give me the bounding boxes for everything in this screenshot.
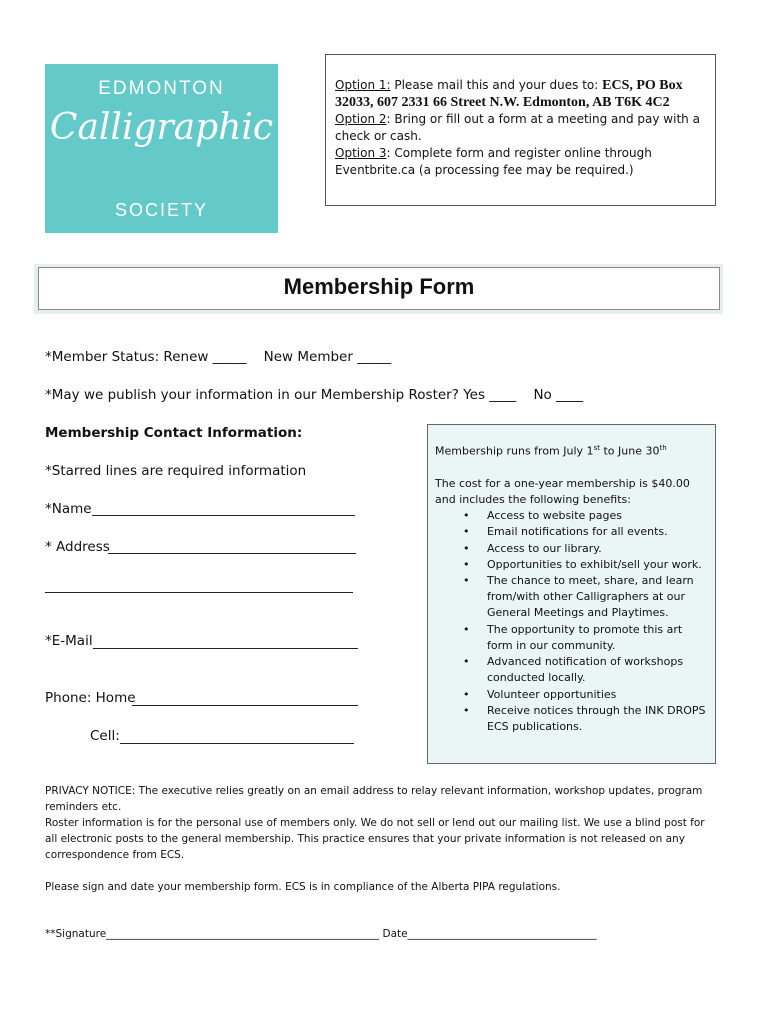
- benefit-item: • Receive notices through the INK DROPS ECS publications.: [487, 703, 707, 735]
- publish-row: [45, 387, 583, 403]
- address-row: [45, 539, 110, 555]
- address-label: * Address: [45, 539, 110, 555]
- name-label: *Name: [45, 501, 92, 517]
- publish-no-blank[interactable]: ____: [556, 387, 584, 403]
- option-1-label: Option 1:: [335, 78, 391, 92]
- address-field-line-1[interactable]: [108, 553, 356, 554]
- member-status-label: *Member Status: Renew: [45, 349, 209, 365]
- membership-period: [435, 440, 707, 460]
- renew-blank[interactable]: _____: [212, 349, 247, 365]
- option-3: [335, 145, 705, 179]
- logo-line-calligraphic: Calligraphic: [49, 107, 274, 148]
- phone-home-label: Phone: Home: [45, 690, 136, 706]
- address-field-line-2[interactable]: [45, 592, 353, 593]
- privacy-paragraph-3: Please sign and date your membership form. ECS is in compliance of the Alberta PIPA regulations.: [45, 881, 561, 893]
- option-3-text: : Complete form and register online through Eventbrite.ca (a processing fee may be required.): [335, 146, 652, 177]
- publish-no-label: No: [533, 387, 552, 403]
- publish-yes-blank[interactable]: ____: [489, 387, 517, 403]
- cell-label: Cell:: [90, 728, 120, 744]
- privacy-paragraph-2: Roster information is for the personal use of members only. We do not sell or lend out our mailing list. We use a blind post for all electronic posts to the general membership. This practice ensures that your private information is not released on any correspondence from ECS.: [45, 817, 705, 861]
- benefits-box: [427, 424, 716, 764]
- email-field[interactable]: [93, 648, 358, 649]
- date-label: Date: [382, 928, 408, 940]
- benefit-item: • Opportunities to exhibit/sell your work.: [487, 557, 707, 573]
- name-field[interactable]: [92, 515, 355, 516]
- publish-yes-label: Yes: [463, 387, 485, 403]
- phone-home-field[interactable]: [132, 705, 358, 706]
- benefit-item: • Advanced notification of workshops conducted locally.: [487, 654, 707, 686]
- benefit-item: • Email notifications for all events.: [487, 524, 707, 540]
- option-1-address-a: ECS, PO Box: [602, 78, 683, 93]
- publish-question: *May we publish your information in our Membership Roster?: [45, 387, 459, 403]
- privacy-paragraph-1: PRIVACY NOTICE: The executive relies greatly on an email address to relay relevant information, workshop updates, program reminders etc.: [45, 785, 703, 813]
- benefit-item: • The chance to meet, share, and learn from/with other Calligraphers at our General Meetings and Playtimes.: [487, 573, 707, 622]
- new-member-label: New Member: [263, 349, 353, 365]
- contact-heading: Membership Contact Information:: [45, 425, 303, 441]
- benefit-item: • Access to website pages: [487, 508, 707, 524]
- option-1-text: Please mail this and your dues to:: [390, 78, 603, 92]
- payment-options-box: [325, 54, 716, 206]
- option-2: [335, 111, 705, 145]
- membership-cost: The cost for a one-year membership is $40.00 and includes the following benefits:: [435, 476, 690, 507]
- date-field[interactable]: ____________________________________: [407, 928, 597, 940]
- option-2-text: : Bring or fill out a form at a meeting and pay with a check or cash.: [335, 112, 700, 143]
- logo-line-society: SOCIETY: [114, 200, 208, 220]
- member-status-row: [45, 349, 391, 365]
- new-member-blank[interactable]: _____: [357, 349, 391, 365]
- benefit-item: • The opportunity to promote this art form in our community.: [487, 622, 707, 654]
- society-logo: [45, 64, 278, 233]
- phone-home-row: [45, 690, 136, 706]
- page-title: Membership Form: [38, 267, 720, 310]
- benefits-list: [435, 508, 707, 735]
- starred-note: *Starred lines are required information: [45, 463, 307, 479]
- cell-row: [90, 728, 120, 744]
- benefit-item: • Volunteer opportunities: [487, 687, 707, 703]
- benefit-item: • Access to our library.: [487, 541, 707, 557]
- privacy-notice: [45, 783, 720, 895]
- signature-field[interactable]: ____________________________________________________: [106, 928, 380, 940]
- membership-period-text-2: to June 30: [599, 444, 660, 458]
- option-2-label: Option 2: [335, 112, 387, 126]
- option-1: [335, 77, 705, 111]
- name-row: [45, 501, 92, 517]
- option-3-label: Option 3: [335, 146, 387, 160]
- membership-period-sup-2: th: [659, 444, 667, 452]
- membership-period-text: Membership runs from July 1: [435, 444, 594, 458]
- cell-field[interactable]: [120, 743, 354, 744]
- logo-line-edmonton: EDMONTON: [98, 78, 225, 99]
- option-1-address-b: 32033, 607 2331 66 Street N.W. Edmonton, AB T6K 4C2: [335, 95, 670, 110]
- signature-row: [45, 926, 597, 942]
- email-row: [45, 633, 93, 649]
- membership-period-sup-1: st: [593, 444, 600, 452]
- signature-label: **Signature: [45, 928, 107, 940]
- email-label: *E-Mail: [45, 633, 93, 649]
